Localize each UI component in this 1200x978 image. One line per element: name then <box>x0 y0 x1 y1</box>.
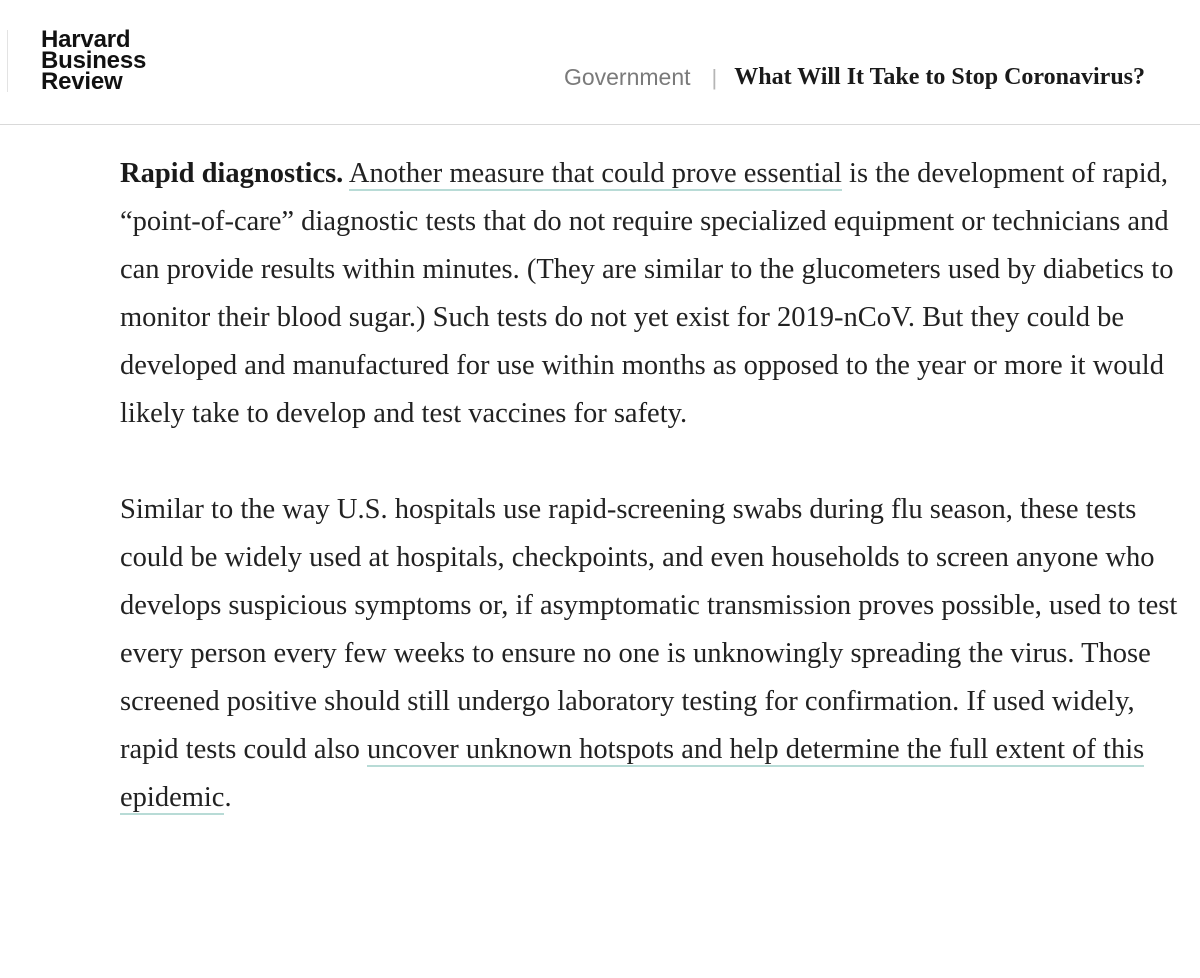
site-header <box>0 0 1200 125</box>
paragraph-lead: Rapid diagnostics. <box>120 158 344 189</box>
logo-line-business: Business <box>41 47 147 74</box>
breadcrumb <box>564 64 1145 91</box>
article-title: What Will It Take to Stop Coronavirus? <box>734 64 1145 90</box>
header-divider <box>7 30 8 92</box>
breadcrumb-separator: | <box>711 64 718 90</box>
article-body <box>120 150 1180 822</box>
paragraph-text: Similar to the way U.S. hospitals use rapid-screening swabs during flu season, these tests could be widely used at hospitals, checkpoints, and even households to screen anyone who develops suspicious symptoms or, if asymptomatic transmission proves possible, used to test every person every few weeks to ensure no one is unknowingly spreading the virus. Those screened positive should still undergo laboratory testing for confirmation. If used widely, rapid tests could also <box>120 494 1178 765</box>
link-uncover-hotspots[interactable]: uncover unknown hotspots and help determine the full extent of this epidemic <box>120 734 1145 813</box>
paragraph-text: is the development of rapid, “point-of-care” diagnostic tests that do not require specialized equipment or technicians and can provide results within minutes. (They are similar to the glucometers used by diabetics to monitor their blood sugar.) Such tests do not yet exist for 2019-nCoV. But they could be developed and manufactured for use within months as opposed to the year or more it would likely take to develop and test vaccines for safety. <box>120 158 1174 429</box>
logo-line-review: Review <box>41 68 123 95</box>
paragraph-period: . <box>224 782 232 813</box>
hbr-logo[interactable] <box>41 26 147 95</box>
logo-line-harvard: Harvard <box>41 26 131 53</box>
paragraph-rapid-diagnostics <box>120 150 1180 438</box>
link-measure-essential[interactable]: Another measure that could prove essential <box>348 158 842 189</box>
section-link-government[interactable]: Government <box>563 64 691 90</box>
paragraph-rapid-screening <box>120 486 1180 822</box>
